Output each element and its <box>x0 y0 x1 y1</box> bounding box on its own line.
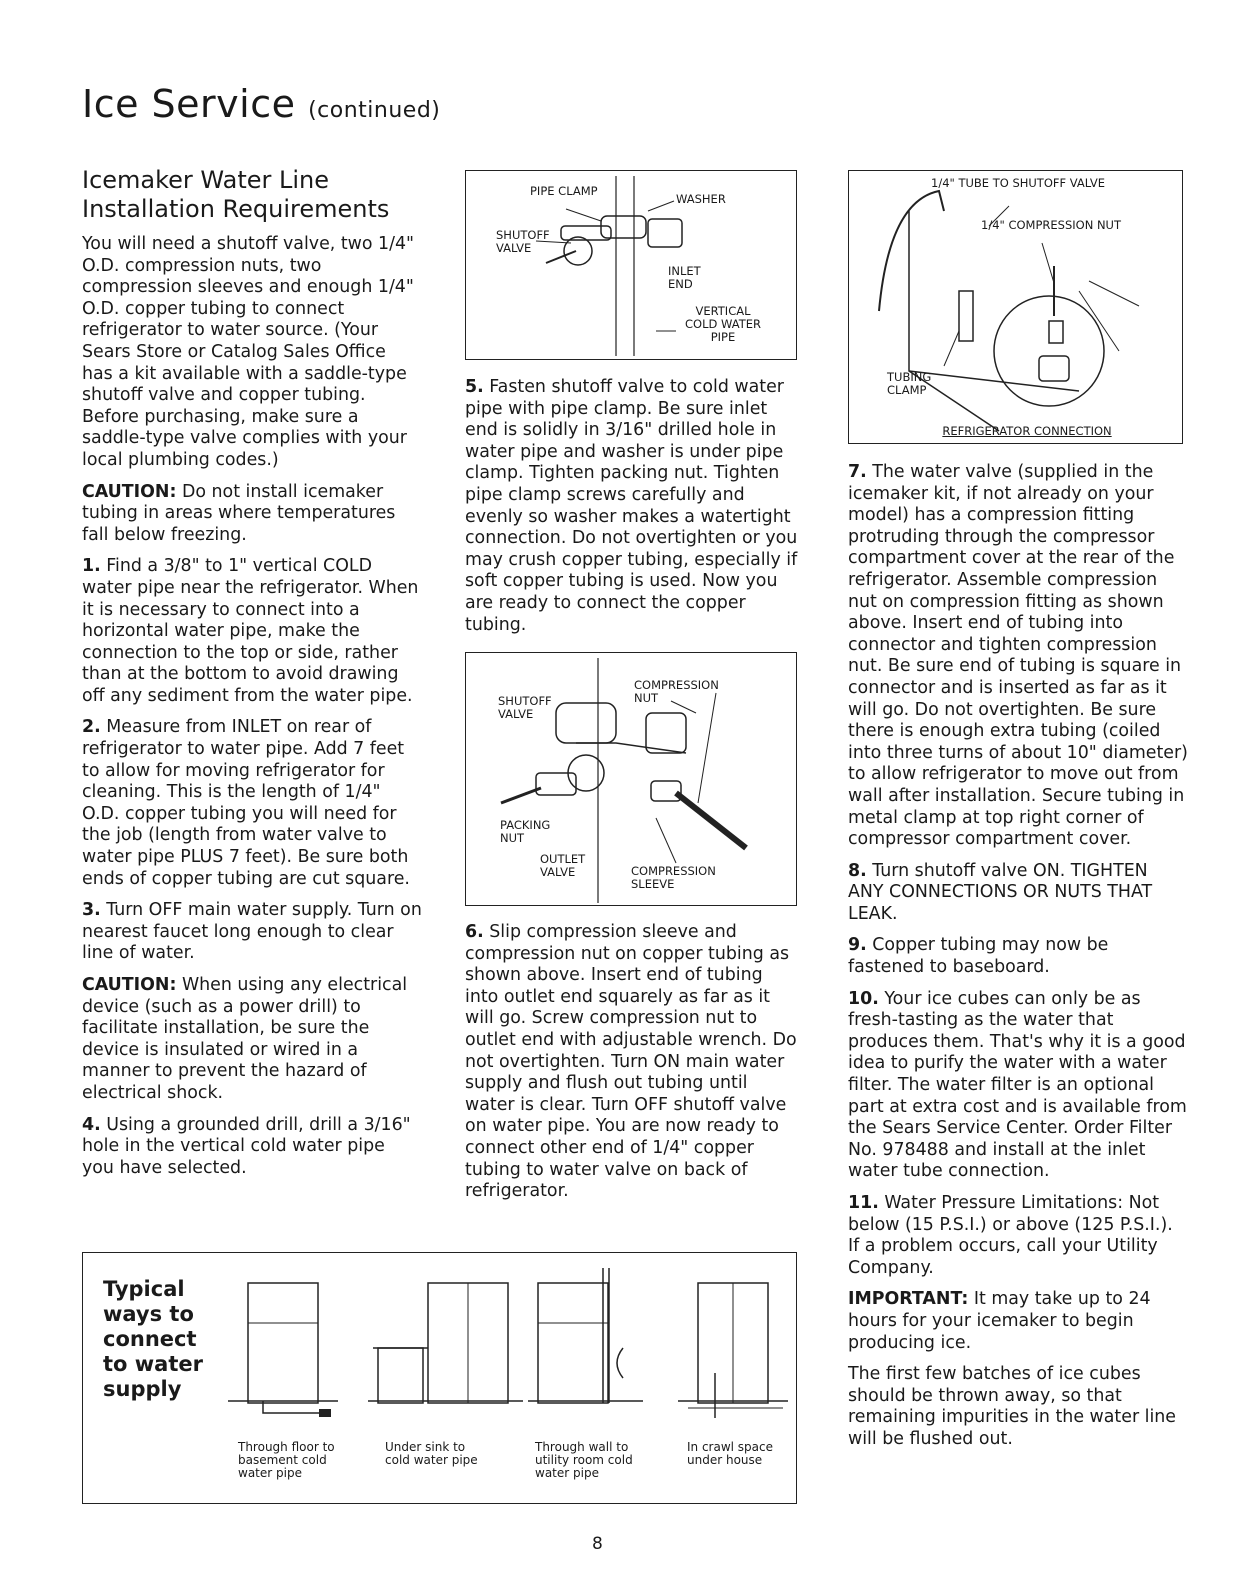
step-number: 4. <box>82 1114 101 1135</box>
left-column <box>82 234 422 1189</box>
step-5-paragraph <box>465 377 800 636</box>
step-number: 9. <box>848 935 867 956</box>
pipe-clamp-label: PIPE CLAMP <box>530 184 598 198</box>
compression-nut-label: COMPRESSION NUT <box>634 678 719 705</box>
step-6-paragraph <box>465 922 800 1203</box>
step-number: 2. <box>82 717 101 738</box>
step-3 <box>82 900 422 965</box>
step-6 <box>465 922 800 1213</box>
step-number: 5. <box>465 377 484 397</box>
step-number: 10. <box>848 988 879 1009</box>
step-text: Water Pressure Limitations: Not below (15 P.S.I.) or above (125 P.S.I.). If a problem occurs, call your Utility Company. <box>848 1193 1173 1278</box>
step-number: 3. <box>82 900 101 921</box>
refrigerator-connection-illustration <box>849 171 1182 443</box>
right-column <box>848 462 1188 1461</box>
figure-caption: REFRIGERATOR CONNECTION <box>942 424 1112 438</box>
step-text: Find a 3/8" to 1" vertical COLD water pipe near the refrigerator. When it is necessary to connect into a horizontal water pipe, make the connection to the top or side, rather than at the bottom to avoid drawing off any sediment from the water pipe. <box>82 556 419 706</box>
step-4 <box>82 1115 422 1180</box>
important-label: IMPORTANT: <box>848 1289 969 1310</box>
caption-through-wall: Through wall to utility room cold water pipe <box>535 1440 633 1480</box>
step-11 <box>848 1193 1188 1279</box>
tube-to-valve-label: 1/4" TUBE TO SHUTOFF VALVE <box>931 176 1106 190</box>
caption-crawl-space: In crawl space under house <box>687 1440 774 1467</box>
step-number: 6. <box>465 922 484 942</box>
outlet-valve-label: OUTLET VALVE <box>540 852 586 879</box>
step-8 <box>848 861 1188 926</box>
shutoff-valve-label: SHUTOFF VALVE <box>498 694 552 721</box>
step-7 <box>848 462 1188 851</box>
intro-paragraph: You will need a shutoff valve, two 1/4" O.D. compression nuts, two compression sleeves and enough 1/4" O.D. copper tubing to connect refrigerator to water source. (Your Sears Store or Catalog Sales Office has a kit available with a saddle-type shutoff valve and copper tubing. Before purchasing, make sure a saddle-type valve complies with your local plumbing codes.) <box>82 234 415 470</box>
step-2 <box>82 717 422 890</box>
step-text: Turn OFF main water supply. Turn on nearest faucet long enough to clear line of water. <box>82 900 422 964</box>
caution-paragraph-2 <box>82 975 422 1105</box>
typical-ways-illustrations <box>83 1253 796 1433</box>
refrigerator-connection-figure <box>848 170 1183 444</box>
washer-label: WASHER <box>676 192 726 206</box>
caution-paragraph-1 <box>82 482 422 547</box>
page-title <box>82 82 440 126</box>
caution-text: Do not install icemaker tubing in areas where temperatures fall below freezing. <box>82 481 396 545</box>
section-heading: Icemaker Water Line Installation Requirements <box>82 166 390 223</box>
step-text: Slip compression sleeve and compression nut on copper tubing as shown above. Insert end of tubing into outlet end squarely as far as it will go. Screw compression nut to outlet end with adjustable wrench. Do not overtighten. Turn ON main water supply and flush out tubing until water is clear. Turn OFF shutoff valve on water pipe. You are now ready to connect other end of 1/4" copper tubing to water valve on back of refrigerator. <box>465 922 797 1202</box>
caution-label: CAUTION: <box>82 975 177 995</box>
step-number: 7. <box>848 462 867 482</box>
step-5 <box>465 377 800 646</box>
inlet-end-label: INLET END <box>668 264 701 291</box>
caution-text: When using any electrical device (such as a power drill) to facilitate installation, be sure the device is insulated or wired in a manner to prevent the hazard of electrical shock. <box>82 975 408 1103</box>
caution-label: CAUTION: <box>82 481 177 502</box>
step-text: Turn shutoff valve ON. TIGHTEN ANY CONNECTIONS OR NUTS THAT LEAK. <box>848 860 1153 924</box>
caption-under-sink: Under sink to cold water pipe <box>385 1440 478 1467</box>
compression-fitting-figure <box>465 652 797 906</box>
step-text: Your ice cubes can only be as fresh-tasting as the water that produces them. That's why it is a good idea to purify the water with a water filter. The water filter is an optional part at extra cost and is available from the Sears Service Center. Order Filter No. 978488 and install at the inlet water tube connection. <box>848 988 1187 1182</box>
compression-sleeve-label: COMPRESSION SLEEVE <box>631 864 716 891</box>
vertical-pipe-label: VERTICAL COLD WATER PIPE <box>685 304 761 344</box>
final-paragraph: The first few batches of ice cubes should be thrown away, so that remaining impurities in the water line will be flushed out. <box>848 1364 1177 1449</box>
shutoff-valve-label: SHUTOFF VALVE <box>496 228 550 255</box>
step-number: 8. <box>848 860 867 881</box>
compression-nut-label: 1/4" COMPRESSION NUT <box>981 218 1121 232</box>
typical-ways-title: Typical ways to connect to water supply <box>103 1277 203 1401</box>
step-number: 11. <box>848 1193 879 1213</box>
step-text: Fasten shutoff valve to cold water pipe with pipe clamp. Be sure inlet end is solidly in 3/16" drilled hole in water pipe and washer is under pipe clamp. Tighten packing nut. Tighten pipe clamp screws carefully and evenly so washer makes a watertight connection. Do not overtighten or you may crush copper tubing, especially if soft copper tubing is used. Now you are ready to connect the copper tubing. <box>465 377 798 635</box>
important-text: It may take up to 24 hours for your icemaker to begin producing ice. <box>848 1289 1151 1353</box>
important-paragraph <box>848 1289 1188 1354</box>
page-title-text: Ice Service <box>82 82 296 126</box>
page-title-suffix: (continued) <box>308 98 441 123</box>
tubing-clamp-label: TUBING CLAMP <box>887 370 932 397</box>
caption-through-floor: Through floor to basement cold water pipe <box>238 1440 335 1480</box>
step-text: Measure from INLET on rear of refrigerator to water pipe. Add 7 feet to allow for moving refrigerator for cleaning. This is the length of 1/4" O.D. copper tubing you will need for the job (length from water valve to water pipe PLUS 7 feet). Be sure both ends of copper tubing are cut square. <box>82 717 410 889</box>
packing-nut-label: PACKING NUT <box>500 818 551 845</box>
typical-ways-box <box>82 1252 797 1504</box>
step-9 <box>848 935 1188 978</box>
step-number: 1. <box>82 556 101 577</box>
step-10 <box>848 989 1188 1183</box>
shutoff-valve-figure <box>465 170 797 360</box>
page-number: 8 <box>592 1534 603 1554</box>
step-text: Copper tubing may now be fastened to baseboard. <box>848 935 1109 978</box>
step-text: Using a grounded drill, drill a 3/16" hole in the vertical cold water pipe you have selected. <box>82 1114 411 1178</box>
step-text: The water valve (supplied in the icemaker kit, if not already on your model) has a compression fitting protruding through the compressor compartment cover at the rear of the refrigerator. Assemble compression nut on compression fitting as shown above. Insert end of tubing into connector and tighten compression nut. Be sure end of tubing is square in connector and is inserted as far as it will go. Do not overtighten. Be sure there is enough extra tubing (coiled into three turns of about 10" diameter) to allow refrigerator to move out from wall after installation. Secure tubing in metal clamp at top right corner of compressor compartment cover. <box>848 462 1188 850</box>
step-1 <box>82 556 422 707</box>
